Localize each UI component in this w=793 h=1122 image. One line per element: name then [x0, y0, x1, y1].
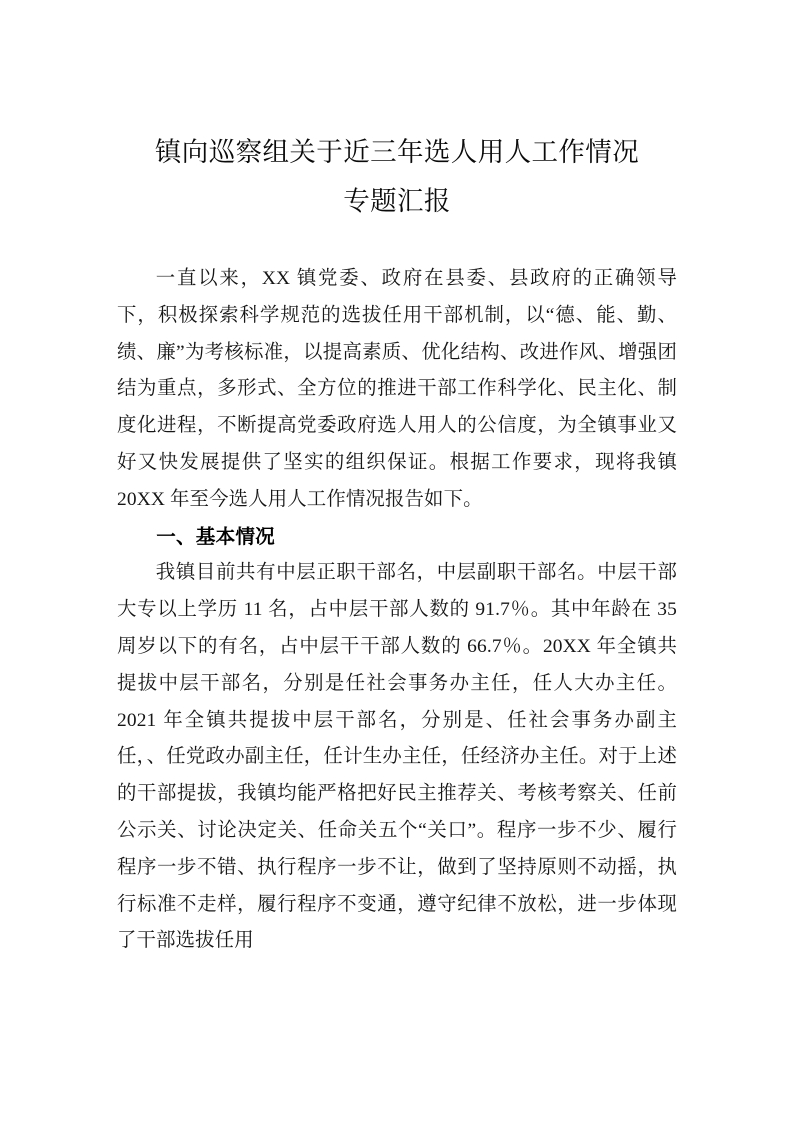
- section-heading-basic-situation: 一、基本情况: [156, 525, 275, 548]
- document-text-column: [117, 0, 677, 960]
- page-title-line-1: 镇向巡察组关于近三年选人用人工作情况: [154, 137, 640, 167]
- body-paragraph-intro: 一直以来，XX 镇党委、政府在县委、县政府的正确领导下，积极探索科学规范的选拔任用干部机制，以“德、能、勤、绩、廉”为考核标准，以提高素质、优化结构、改进作风、增强团结为重点，多形式、全方位的推进干部工作科学化、民主化、制度化进程，不断提高党委政府选人用人的公信度，为全镇事业又好又快发展提供了坚实的组织保证。根据工作要求，现将我镇 20XX 年至今选人用人工作情况报告如下。: [117, 268, 677, 510]
- page-title: [117, 0, 677, 225]
- body-paragraph-basic-situation: 我镇目前共有中层正职干部名，中层副职干部名。中层干部大专以上学历 11 名，占中层干部人数的 91.7％。其中年龄在 35 周岁以下的有名，占中层干干部人数的 66.7％。20XX 年全镇共提拔中层干部名，分别是任社会事务办主任，任人大办主任。2021 年全镇共提拔中层干部名，分别是、任社会事务办副主任，、任党政办副主任，任计生办主任，任经济办主任。对于上述的干部提拔，我镇均能严格把好民主推荐关、考核考察关、任前公示关、讨论决定关、任命关五个“关口”。程序一步不少、履行程序一步不错、执行程序一步不让，做到了坚持原则不动摇，执行标准不走样，履行程序不变通，遵守纪律不放松，进一步体现了干部选拔任用: [117, 562, 677, 952]
- page-title-line-2: 专题汇报: [343, 186, 451, 216]
